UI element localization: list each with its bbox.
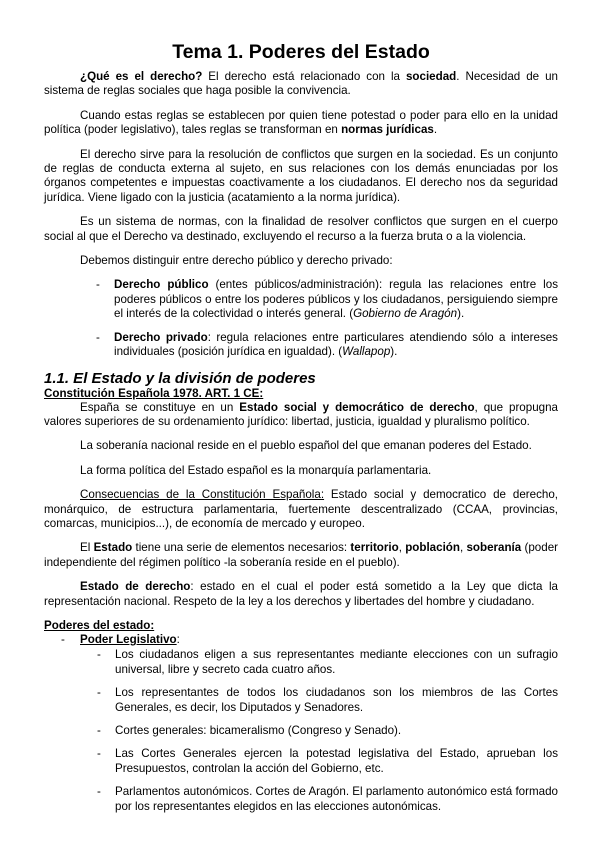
paragraph-sistema-normas: Es un sistema de normas, con la finalidad de resolver conflictos que surgen en el cuerpo social al que el Derecho va destinado, excluyendo el recurso a la fuerza bruta o a la violencia.	[44, 215, 558, 243]
paragraph-estado-derecho: Estado de derecho: estado en el cual el poder está sometido a la Ley que dicta la representación nacional. Respeto de la ley a los derechos y libertades del hombre y ciudadano.	[44, 580, 558, 608]
paragraph-que-es-derecho: ¿Qué es el derecho? El derecho está relacionado con la sociedad. Necesidad de un sistema de reglas sociales que haga posible la convivencia.	[44, 70, 558, 98]
paragraph-resolucion: El derecho sirve para la resolución de conflictos que surgen en la sociedad. Es un conjunto de reglas de conducta externa al sujeto, en sus relaciones con los demás enunciadas por los órganos competentes e impuestas coactivamente a los ciudadanos. El derecho nos da seguridad jurídica. Viene ligado con la justicia (acatamiento a la norma jurídica).	[44, 147, 558, 204]
list-item: - Los ciudadanos eligen a sus representantes mediante elecciones con un sufragio universal, libre y secreto cada cuatro años.	[97, 648, 558, 676]
paragraph-normas: Cuando estas reglas se establecen por quien tiene potestad o poder para ello en la unidad política (poder legislativo), tales reglas se transforman en normas jurídicas.	[44, 108, 558, 137]
poderes-heading: Poderes del estado:	[44, 618, 155, 632]
list-item: - Las Cortes Generales ejercen la potestad legislativa del Estado, aprueban los Presupuestos, controlan la acción del Gobierno, etc.	[97, 747, 558, 775]
paragraph-forma-politica: La forma política del Estado español es la monarquía parlamentaria.	[80, 463, 432, 477]
legislativo-list	[44, 648, 558, 814]
paragraph-consecuencias: Consecuencias de la Constitución Española: Estado social y democratico de derecho, monárquico, de estructura parlamentaria, fuertemente descentralizado (CCAA, provincias, comarcas, municipios...), de economía de mercado y europeo.	[44, 488, 558, 530]
document-page	[44, 40, 558, 824]
constitucion-heading: Constitución Española 1978. ART. 1 CE:	[44, 386, 264, 400]
paragraph-soberania: La soberanía nacional reside en el pueblo español del que emanan poderes del Estado.	[80, 439, 532, 453]
poder-legislativo-item: - Poder Legislativo:	[61, 632, 180, 646]
list-item: - Los representantes de todos los ciudadanos son los miembros de las Cortes Generales, es decir, los Diputados y Senadores.	[97, 686, 558, 714]
list-item: - Parlamentos autonómicos. Cortes de Aragón. El parlamento autonómico está formado por los representantes elegidos en las elecciones autonómicas.	[97, 785, 558, 813]
list-item: - Derecho público (entes públicos/administración): regula las relaciones entre los poderes públicos o entre los poderes públicos y los ciudadanos, persiguiendo siempre el interés de la colectividad o interés general. (Gobierno de Aragón).	[96, 278, 558, 321]
paragraph-distinguir: Debemos distinguir entre derecho público y derecho privado:	[80, 254, 393, 268]
paragraph-estado-social: España se constituye en un Estado social y democrático de derecho, que propugna valores superiores de su ordenamiento jurídico: libertad, justicia, igualdad y pluralismo político.	[44, 400, 558, 428]
derecho-types-list	[44, 278, 558, 359]
page-title: Tema 1. Poderes del Estado	[172, 41, 430, 63]
paragraph-elementos-estado: El Estado tiene una serie de elementos necesarios: territorio, población, soberanía (poder independiente del régimen político -la soberanía reside en el pueblo).	[44, 541, 559, 569]
list-item: - Cortes generales: bicameralismo (Congreso y Senado).	[97, 724, 402, 737]
list-item: - Derecho privado: regula relaciones entre particulares atendiendo sólo a intereses individuales (posición jurídica en igualdad). (Wallapop).	[96, 330, 558, 359]
question: ¿Qué es el derecho?	[80, 70, 203, 83]
section-heading: 1.1. El Estado y la división de poderes	[44, 369, 316, 387]
